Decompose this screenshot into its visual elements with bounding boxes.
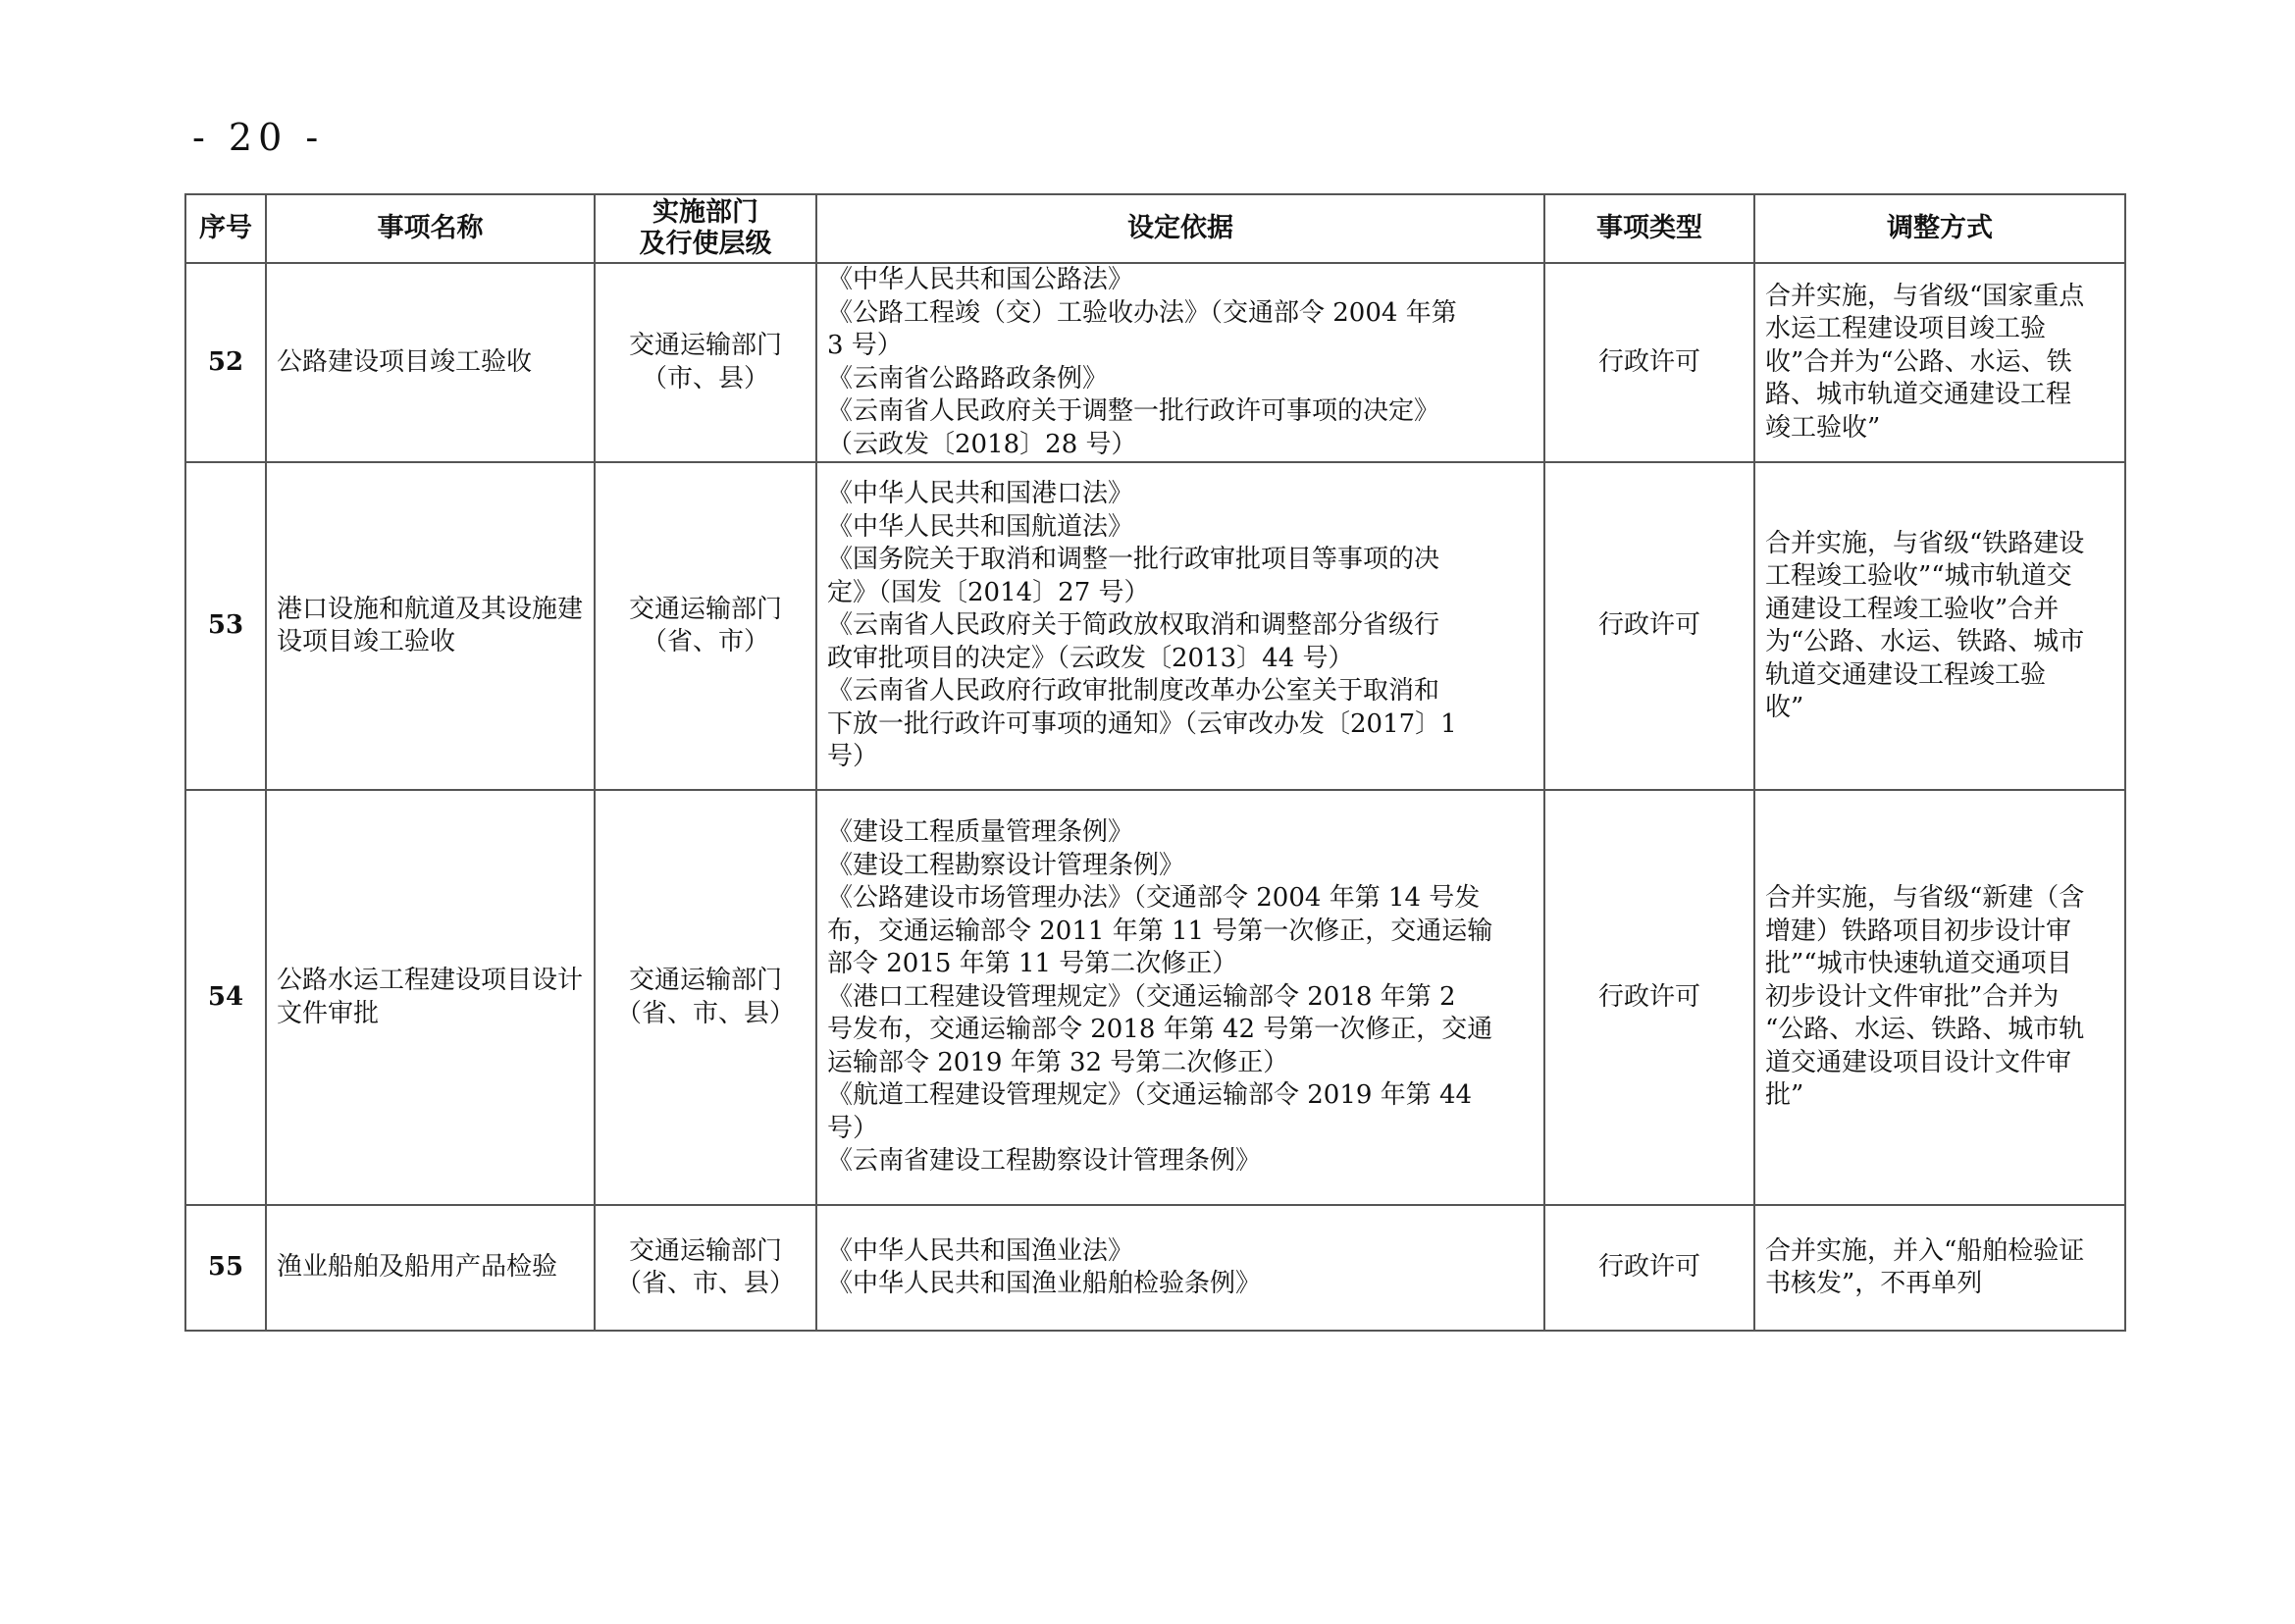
table-row	[185, 462, 2125, 790]
item-name: 渔业船舶及船用产品检验	[266, 1205, 595, 1331]
implementing-dept	[595, 462, 816, 790]
items-table	[184, 193, 2126, 1332]
basis-line: 《港口工程建设管理规定》（交通运输部令 2018 年第 2	[827, 981, 1456, 1012]
adjust-line: 工程竣工验收”“城市轨道交	[1765, 561, 2072, 591]
dept-line: 交通运输部门	[628, 1235, 782, 1266]
dept-line: 交通运输部门	[628, 331, 782, 360]
row-number: 52	[185, 263, 266, 462]
table-body	[185, 263, 2125, 1331]
table-header-row	[185, 194, 2125, 263]
basis-line: 运输部令 2019 年第 32 号第二次修正）	[827, 1047, 1289, 1077]
implementing-dept	[595, 263, 816, 462]
adjust-line: 竣工验收”	[1765, 412, 1881, 443]
basis-line: 3 号）	[827, 331, 903, 360]
row-number: 55	[185, 1205, 266, 1331]
header-dept-line2: 及行使层级	[639, 229, 772, 259]
table-row	[185, 790, 2125, 1205]
basis-line: 《公路工程竣（交）工验收办法》（交通部令 2004 年第	[827, 297, 1457, 328]
adjust-line: 合并实施，并入“船舶检验证	[1765, 1235, 2085, 1266]
implementing-dept	[595, 1205, 816, 1331]
basis-line: 《中华人民共和国渔业船舶检验条例》	[827, 1269, 1262, 1298]
adjust-line: 合并实施，与省级“国家重点	[1765, 281, 2085, 311]
adjust-line: 合并实施，与省级“铁路建设	[1765, 528, 2085, 558]
basis-line: 《云南省人民政府行政审批制度改革办公室关于取消和	[827, 676, 1440, 707]
adjust-line: 收”合并为“公路、水运、铁	[1765, 346, 2072, 377]
dept-line: （省、市、县）	[615, 998, 795, 1028]
implementing-dept	[595, 790, 816, 1205]
basis-line: 《公路建设市场管理办法》（交通部令 2004 年第 14 号发	[827, 883, 1481, 914]
legal-basis	[816, 263, 1544, 462]
page-number: - 20 -	[192, 116, 325, 159]
adjustment-method	[1754, 790, 2125, 1205]
basis-line: 布，交通运输部令 2011 年第 11 号第一次修正，交通运输	[827, 916, 1493, 946]
basis-line: 《云南省建设工程勘察设计管理条例》	[827, 1146, 1262, 1177]
item-type: 行政许可	[1544, 1205, 1754, 1331]
item-type: 行政许可	[1544, 462, 1754, 790]
row-number: 54	[185, 790, 266, 1205]
table-row	[185, 263, 2125, 462]
dept-line: （省、市）	[641, 627, 769, 656]
adjust-line: 水运工程建设项目竣工验	[1765, 314, 2047, 344]
header-adjust: 调整方式	[1754, 194, 2125, 263]
item-name: 港口设施和航道及其设施建设项目竣工验收	[266, 462, 595, 790]
header-seq: 序号	[185, 194, 266, 263]
adjust-line: 路、城市轨道交通建设工程	[1765, 380, 2072, 410]
basis-line: 政审批项目的决定》（云政发〔2013〕44 号）	[827, 643, 1354, 673]
header-basis: 设定依据	[816, 194, 1544, 263]
basis-line: 《云南省人民政府关于简政放权取消和调整部分省级行	[827, 610, 1440, 641]
adjust-line: 道交通建设项目设计文件审	[1765, 1047, 2072, 1077]
basis-line: 号）	[827, 1113, 879, 1143]
basis-line: 《国务院关于取消和调整一批行政审批项目等事项的决	[827, 545, 1440, 575]
adjustment-method	[1754, 263, 2125, 462]
basis-line: 《中华人民共和国公路法》	[827, 265, 1134, 294]
basis-line: 《建设工程勘察设计管理条例》	[827, 850, 1185, 880]
dept-line: （省、市、县）	[615, 1269, 795, 1298]
header-dept	[595, 194, 816, 263]
dept-line: （市、县）	[641, 363, 769, 393]
basis-line: 号）	[827, 742, 879, 772]
adjust-line: 初步设计文件审批”合并为	[1765, 981, 2060, 1012]
item-name: 公路建设项目竣工验收	[266, 263, 595, 462]
basis-line: （云政发〔2018〕28 号）	[827, 429, 1137, 459]
adjust-line: 轨道交通建设工程竣工验	[1765, 659, 2047, 690]
item-name: 公路水运工程建设项目设计文件审批	[266, 790, 595, 1205]
dept-line: 交通运输部门	[628, 594, 782, 624]
adjust-line: 为“公路、水运、铁路、城市	[1765, 627, 2085, 656]
adjustment-method	[1754, 462, 2125, 790]
header-name: 事项名称	[266, 194, 595, 263]
basis-line: 定》（国发〔2014〕27 号）	[827, 577, 1150, 607]
basis-line: 号发布，交通运输部令 2018 年第 42 号第一次修正，交通	[827, 1015, 1493, 1045]
adjust-line: 增建）铁路项目初步设计审	[1765, 916, 2072, 946]
item-type: 行政许可	[1544, 263, 1754, 462]
table-row	[185, 1205, 2125, 1331]
adjust-line: 批”	[1765, 1080, 1804, 1111]
legal-basis	[816, 1205, 1544, 1331]
basis-line: 下放一批行政许可事项的通知》（云审改办发〔2017〕1	[827, 708, 1457, 739]
adjust-line: 合并实施，与省级“新建（含	[1765, 883, 2085, 914]
basis-line: 《云南省公路路政条例》	[827, 363, 1109, 393]
header-type: 事项类型	[1544, 194, 1754, 263]
adjust-line: 批”“城市快速轨道交通项目	[1765, 949, 2072, 979]
header-dept-line1: 实施部门	[652, 196, 758, 228]
basis-line: 部令 2015 年第 11 号第二次修正）	[827, 949, 1238, 979]
basis-line: 《中华人民共和国航道法》	[827, 511, 1134, 542]
dept-line: 交通运输部门	[628, 966, 782, 995]
adjust-line: 通建设工程竣工验收”合并	[1765, 594, 2060, 624]
basis-line: 《云南省人民政府关于调整一批行政许可事项的决定》	[827, 396, 1440, 426]
legal-basis	[816, 790, 1544, 1205]
adjust-line: 收”	[1765, 693, 1804, 722]
adjustment-method	[1754, 1205, 2125, 1331]
item-type: 行政许可	[1544, 790, 1754, 1205]
adjust-line: 书核发”，不再单列	[1765, 1269, 1983, 1298]
basis-line: 《中华人民共和国港口法》	[827, 479, 1134, 509]
legal-basis	[816, 462, 1544, 790]
row-number: 53	[185, 462, 266, 790]
adjust-line: “公路、水运、铁路、城市轨	[1765, 1015, 2085, 1045]
basis-line: 《航道工程建设管理规定》（交通运输部令 2019 年第 44	[827, 1080, 1473, 1111]
basis-line: 《建设工程质量管理条例》	[827, 817, 1134, 848]
basis-line: 《中华人民共和国渔业法》	[827, 1235, 1134, 1266]
